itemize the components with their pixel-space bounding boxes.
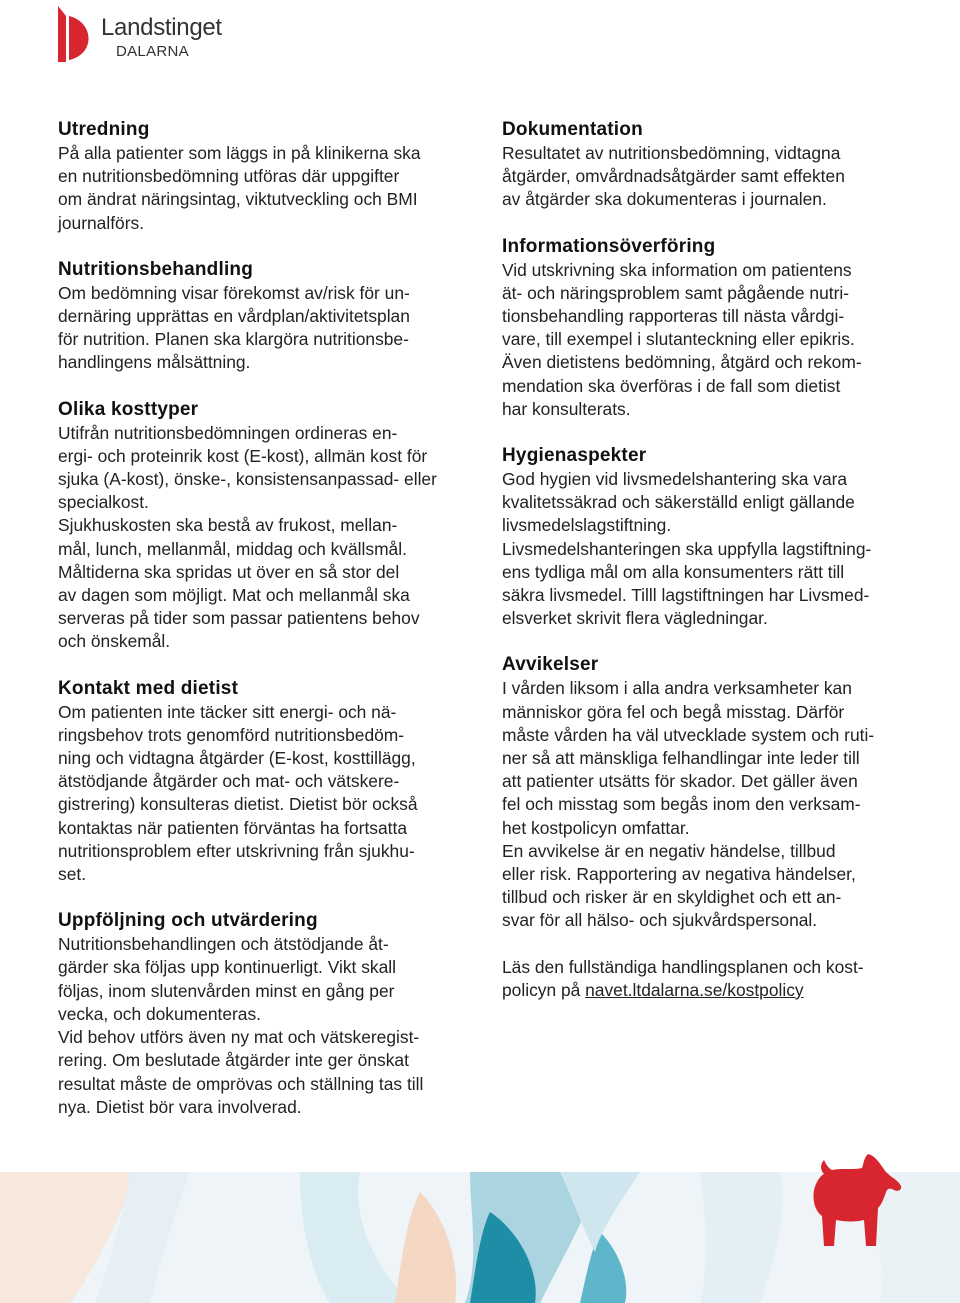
text-line: Livsmedelshanteringen ska uppfylla lagstiftning- xyxy=(502,538,872,559)
text-line: het kostpolicyn omfattar. xyxy=(502,817,690,838)
brand-subname: DALARNA xyxy=(116,43,189,60)
section-heading: Olika kosttyper xyxy=(58,398,199,420)
text-line: måste vården ha väl utvecklade system och ruti- xyxy=(502,724,875,745)
text-line: eller risk. Rapportering av negativa händelser, xyxy=(502,864,856,885)
text-line: ens tydliga mål om alla konsumenters rätt till xyxy=(502,561,845,582)
section-heading: Avvikelser xyxy=(502,654,599,676)
text-line: ringsbehov trots genomförd nutritionsbedöm- xyxy=(58,724,405,745)
text-line: Vid behov utförs även ny mat och vätskeregist- xyxy=(58,1027,420,1048)
text-line: gistrering) konsulteras dietist. Dietist bör också xyxy=(58,794,418,815)
kostpolicy-link[interactable]: navet.ltdalarna.se/kostpolicy xyxy=(585,979,804,1000)
text-line: en nutritionsbedömning utföras där uppgifter xyxy=(58,166,400,187)
section-uppfoljning xyxy=(58,909,468,1119)
text-line: På alla patienter som läggs in på klinikerna ska xyxy=(58,143,421,163)
link-prefix: policyn på xyxy=(502,979,586,1000)
text-line: människor göra fel och begå misstag. Därför xyxy=(502,701,845,722)
text-line: Måltiderna ska spridas ut över en så stor del xyxy=(58,561,400,582)
dala-horse-icon xyxy=(806,1150,906,1250)
landstinget-logo-icon xyxy=(58,6,98,62)
text-line: dernäring upprättas en vårdplan/aktivitetsplan xyxy=(58,306,410,327)
text-line: svar för all hälso- och sjukvårdspersonal. xyxy=(502,910,818,931)
text-line: specialkost. xyxy=(58,492,149,513)
landstinget-logo xyxy=(58,6,222,62)
text-line: Om bedömning visar förekomst av/risk för un- xyxy=(58,282,410,303)
section-heading: Kontakt med dietist xyxy=(58,677,239,699)
text-line: vare, till exempel i slutanteckning eller epikris. xyxy=(502,329,855,350)
section-dokumentation xyxy=(502,118,907,212)
text-line: resultat måste de omprövas och ställning tas till xyxy=(58,1073,424,1094)
text-line: tionsbehandling rapporteras till nästa vårdgi- xyxy=(502,306,845,327)
section-heading: Nutritionsbehandling xyxy=(58,258,254,280)
left-column xyxy=(58,118,468,1142)
section-heading: Uppföljning och utvärdering xyxy=(58,910,318,932)
text-line: Resultatet av nutritionsbedömning, vidtagna xyxy=(502,143,841,163)
text-line: Även dietistens bedömning, åtgärd och rekom- xyxy=(502,352,862,373)
text-line: har konsulterats. xyxy=(502,398,631,419)
text-line: nya. Dietist bör vara involverad. xyxy=(58,1096,302,1117)
text-line: för nutrition. Planen ska klargöra nutritionsbe- xyxy=(58,329,409,350)
section-closing xyxy=(502,956,907,1002)
text-line: mendation ska överföras i de fall som dietist xyxy=(502,375,841,396)
section-heading: Utredning xyxy=(58,119,150,140)
section-informationsoverforing xyxy=(502,235,907,421)
text-line: kontaktas när patienten förväntas ha fortsatta xyxy=(58,817,407,838)
section-olika-kosttyper xyxy=(58,398,468,654)
section-nutritionsbehandling xyxy=(58,258,468,375)
section-kontakt-med-dietist xyxy=(58,677,468,887)
text-line: vecka, och dokumenteras. xyxy=(58,1003,261,1024)
text-line: serveras på tider som passar patientens behov xyxy=(58,608,420,629)
text-line: att patienter utsätts för skador. Det gäller även xyxy=(502,771,858,792)
text-line: God hygien vid livsmedelshantering ska vara xyxy=(502,469,848,490)
text-line: set. xyxy=(58,864,87,885)
text-line: fel och misstag som begås inom den verksam- xyxy=(502,794,861,815)
text-line: åtgärder, omvårdnadsåtgärder samt effekten xyxy=(502,166,845,187)
text-line: ning och vidtagna åtgärder (E-kost, kosttillägg, xyxy=(58,748,416,769)
text-line: Nutritionsbehandlingen och ätstödjande åt- xyxy=(58,934,389,955)
text-line: gärder ska följas upp kontinuerligt. Vikt skall xyxy=(58,957,397,978)
text-line: ergi- och proteinrik kost (E-kost), allmän kost för xyxy=(58,445,428,466)
text-line: följas, inom slutenvården minst en gång per xyxy=(58,980,395,1001)
text-line: kvalitetssäkrad och säkerställd enligt gällande xyxy=(502,492,855,513)
section-heading: Dokumentation xyxy=(502,119,643,140)
text-line: och önskemål. xyxy=(58,631,171,652)
right-column xyxy=(502,118,907,1025)
text-line: sjuka (A-kost), önske-, konsistensanpassad- eller xyxy=(58,469,437,490)
text-line: I vården liksom i alla andra verksamheter kan xyxy=(502,678,852,699)
text-line: Vid utskrivning ska information om patientens xyxy=(502,259,852,280)
text-line: handlingens målsättning. xyxy=(58,352,251,373)
text-line: om ändrat näringsintag, viktutveckling och BMI xyxy=(58,189,418,210)
text-line: journalförs. xyxy=(58,212,145,233)
text-line: Utifrån nutritionsbedömningen ordineras en- xyxy=(58,422,398,443)
text-line: av åtgärder ska dokumenteras i journalen. xyxy=(502,189,827,210)
text-line: livsmedelslagstiftning. xyxy=(502,515,672,536)
text-line: elsverket skrivit flera vägledningar. xyxy=(502,608,768,629)
section-utredning xyxy=(58,118,468,235)
text-line: mål, lunch, mellanmål, middag och kvällsmål. xyxy=(58,538,407,559)
text-line: Sjukhuskosten ska bestå av frukost, mellan- xyxy=(58,515,398,536)
brand-name: Landstinget xyxy=(101,14,222,41)
text-line: Läs den fullständiga handlingsplanen och kost- xyxy=(502,956,864,977)
text-line: säkra livsmedel. Tilll lagstiftningen har Livsmed- xyxy=(502,585,870,606)
section-hygienaspekter xyxy=(502,444,907,630)
section-heading: Informationsöverföring xyxy=(502,235,716,257)
text-line: av dagen som möjligt. Mat och mellanmål ska xyxy=(58,585,410,606)
text-line: ät- och näringsproblem samt pågående nutri- xyxy=(502,282,850,303)
section-avvikelser xyxy=(502,653,907,932)
text-line xyxy=(502,979,907,1002)
section-heading: Hygienaspekter xyxy=(502,445,647,467)
text-line: Om patienten inte täcker sitt energi- och nä- xyxy=(58,701,397,722)
text-line: nutritionsproblem efter utskrivning från sjukhu- xyxy=(58,840,415,861)
text-line: En avvikelse är en negativ händelse, tillbud xyxy=(502,840,836,861)
text-line: tillbud och risker är en skyldighet och ett an- xyxy=(502,887,842,908)
text-line: rering. Om beslutade åtgärder inte ger önskat xyxy=(58,1050,409,1071)
text-line: ätstödjande åtgärder och mat- och vätskere- xyxy=(58,771,400,792)
text-line: ner så att mänskliga felhandlingar inte leder till xyxy=(502,748,860,769)
